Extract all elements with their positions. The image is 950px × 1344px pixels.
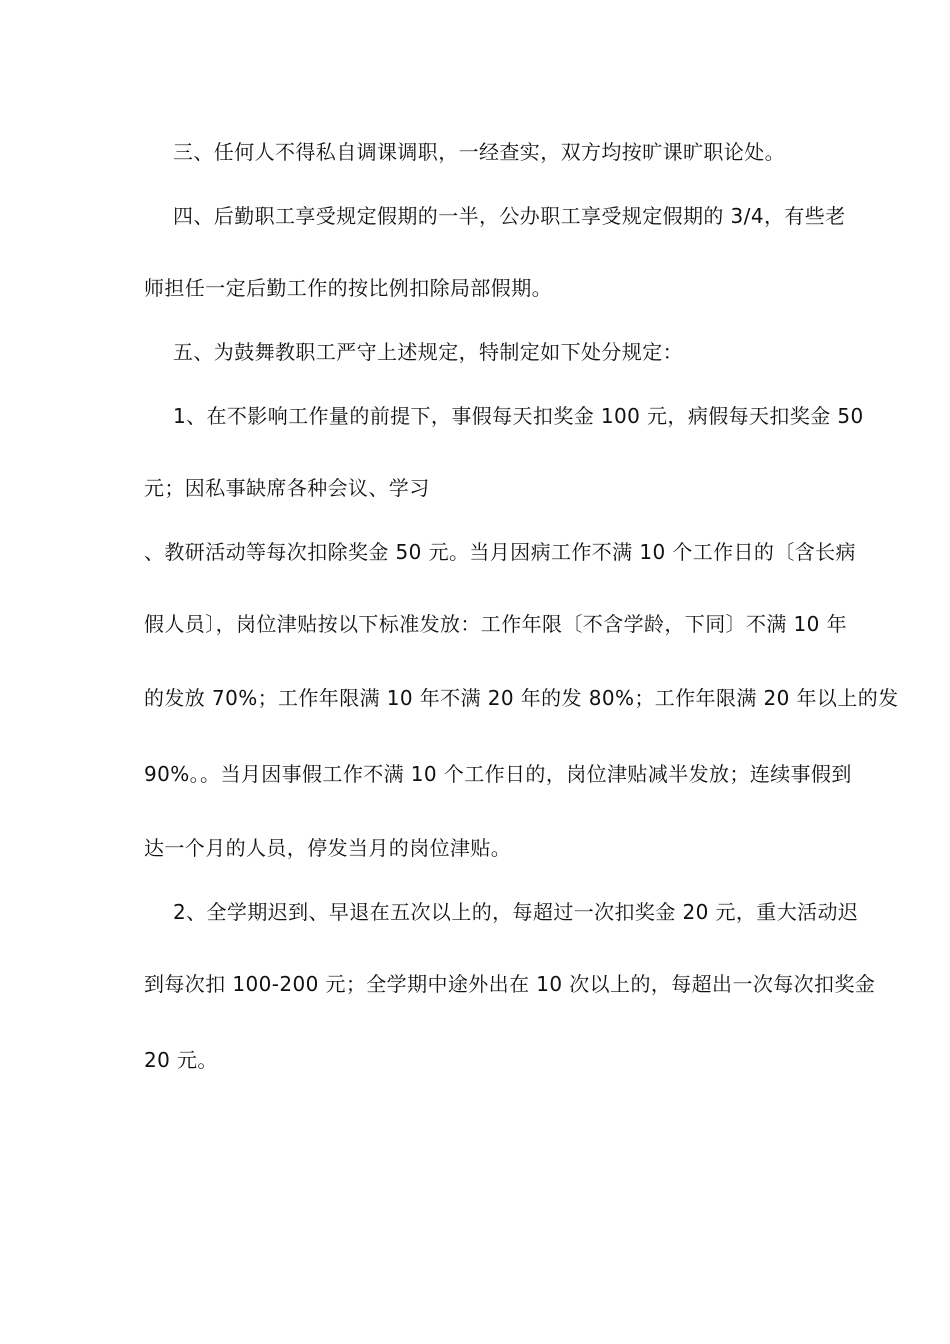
item-1-line-7: 达一个月的人员，停发当月的岗位津贴。: [144, 836, 512, 860]
item-1-line-4: 假人员〕，岗位津贴按以下标准发放：工作年限〔不含学龄，下同〕不满 10 年: [144, 612, 847, 636]
item-1-line-5: 的发放 70%；工作年限满 10 年不满 20 年的发 80%；工作年限满 20 年以上的发: [144, 686, 899, 710]
item-1-line-6: 90%。。当月因事假工作不满 10 个工作日的，岗位津贴减半发放；连续事假到: [144, 762, 852, 786]
paragraph-5-line: 五、为鼓舞教职工严守上述规定，特制定如下处分规定：: [173, 340, 683, 364]
item-1-line-2: 元；因私事缺席各种会议、学习: [144, 476, 430, 500]
item-1-line-3: 、教研活动等每次扣除奖金 50 元。当月因病工作不满 10 个工作日的〔含长病: [144, 540, 856, 564]
item-2-line-3: 20 元。: [144, 1048, 218, 1072]
item-2-line-1: 2、全学期迟到、早退在五次以上的，每超过一次扣奖金 20 元，重大活动迟: [173, 900, 859, 924]
item-2-line-2: 到每次扣 100-200 元；全学期中途外出在 10 次以上的，每超出一次每次扣奖金: [144, 972, 876, 996]
paragraph-3-line: 三、任何人不得私自调课调职，一经查实，双方均按旷课旷职论处。: [173, 140, 785, 164]
item-1-line-1: 1、在不影响工作量的前提下，事假每天扣奖金 100 元，病假每天扣奖金 50: [173, 404, 864, 428]
paragraph-4-line-2: 师担任一定后勤工作的按比例扣除局部假期。: [144, 276, 552, 300]
paragraph-4-line-1: 四、后勤职工享受规定假期的一半，公办职工享受规定假期的 3/4，有些老: [173, 204, 846, 228]
